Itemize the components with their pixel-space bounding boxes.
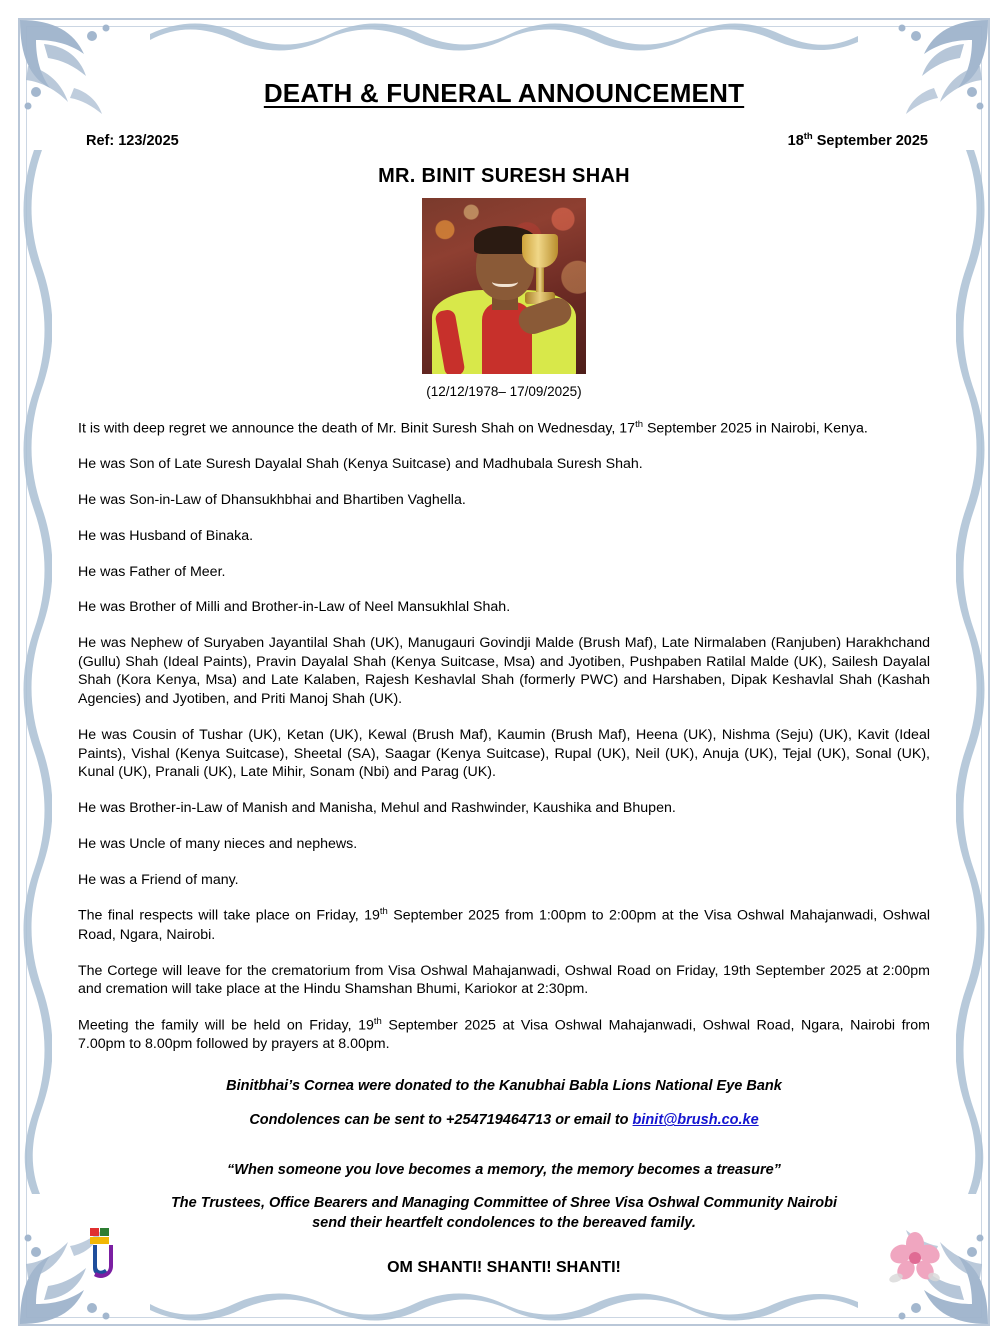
announcement-document — [78, 62, 930, 1277]
portrait-photo — [422, 198, 586, 374]
om-shanti-text: OM SHANTI! SHANTI! SHANTI! — [387, 1259, 621, 1277]
reference-number: Ref: 123/2025 — [86, 132, 179, 149]
closing-section — [78, 1078, 930, 1128]
paragraph-nephew-of: He was Nephew of Suryaben Jayantilal Shah (UK), Manugauri Govindji Malde (Brush Maf), Late Nirmalaben (Ranjuben) Harakhchand (Gullu) Shah (Ideal Paints), Pravin Dayalal Shah (Kenya Suitcase, Msa) and Jyotiben, Pushpaben Ratilal Malde (UK), Sailesh Dayalal Shah (Kora Kenya, Msa) and Late Kalaben, Rajesh Keshavlal Shah (formerly PWC) and Harshaben, Dipak Keshavlal Shah (Kashah Agencies) and Jyotiben, and Priti Manoj Shah (UK). — [78, 634, 930, 708]
condolences-contact: Condolences can be sent to +254719464713 or email to binit@brush.co.ke — [249, 1112, 759, 1129]
deceased-name: MR. BINIT SURESH SHAH — [378, 164, 630, 187]
paragraph-father-of: He was Father of Meer. — [78, 563, 226, 580]
paragraph-meeting-family: Meeting the family will be held on Friday, 19th September 2025 at Visa Oshwal Mahajanwadi, Oshwal Road, Ngara, Nairobi from 7.00pm to 8.00pm followed by prayers at 8.00pm. — [78, 1015, 930, 1053]
paragraph-son-in-law-of: He was Son-in-Law of Dhansukhbhai and Bhartiben Vaghella. — [78, 492, 466, 509]
paragraph-brother-of: He was Brother of Milli and Brother-in-Law of Neel Mansukhlal Shah. — [78, 599, 511, 616]
page-title: DEATH & FUNERAL ANNOUNCEMENT — [263, 78, 745, 108]
paragraph-announcement: It is with deep regret we announce the death of Mr. Binit Suresh Shah on Wednesday, 17th September 2025 in Nairobi, Kenya. — [78, 418, 868, 437]
paragraph-uncle-of: He was Uncle of many nieces and nephews. — [78, 835, 358, 852]
paragraph-final-respects: The final respects will take place on Friday, 19th September 2025 from 1:00pm to 2:00pm at the Visa Oshwal Mahajanwadi, Oshwal Road, Ngara, Nairobi. — [78, 906, 930, 943]
memorial-quote: “When someone you love becomes a memory, the memory becomes a treasure” — [227, 1162, 781, 1179]
cornea-donation-note: Binitbhai’s Cornea were donated to the Kanubhai Babla Lions National Eye Bank — [226, 1078, 782, 1095]
portrait-smile — [492, 274, 518, 287]
portrait-container — [78, 198, 930, 374]
announcement-date: 18th September 2025 — [787, 131, 928, 149]
lotus-flower-decoration — [888, 1230, 942, 1286]
visa-oshwal-community-logo — [78, 1226, 124, 1282]
paragraph-cortege: The Cortege will leave for the crematorium from Visa Oshwal Mahajanwadi, Oshwal Road on Friday, 19th September 2025 at 2:00pm and cremation will take place at the Hindu Shamshan Bhumi, Kariokor at 2:30pm. — [78, 962, 930, 998]
trustees-message — [78, 1194, 930, 1233]
trustees-message-line1: The Trustees, Office Bearers and Managing Committee of Shree Visa Oshwal Community Nairobi — [170, 1195, 838, 1212]
life-dates: (12/12/1978– 17/09/2025) — [426, 383, 582, 399]
condolences-email-link[interactable]: binit@brush.co.ke — [632, 1112, 759, 1129]
paragraph-son-of: He was Son of Late Suresh Dayalal Shah (Kenya Suitcase) and Madhubala Suresh Shah. — [78, 456, 643, 473]
paragraph-cousin-of: He was Cousin of Tushar (UK), Ketan (UK), Kewal (Brush Maf), Kaumin (Brush Maf), Heena (UK), Nishma (Seju) (UK), Kavit (Ideal Paints), Vishal (Kenya Suitcase), Sheetal (SA), Saagar (Kenya Suitcase), Rupal (UK), Neil (UK), Anuja (UK), Tejal (UK), Sonal (UK), Kunal (UK), Pranali (UK), Late Mihir, Sonam (Nbi) and Parag (UK). — [78, 726, 930, 781]
paragraph-husband-of: He was Husband of Binaka. — [78, 527, 254, 544]
paragraph-brother-in-law-of: He was Brother-in-Law of Manish and Manisha, Mehul and Rashwinder, Kaushika and Bhupen. — [78, 800, 676, 817]
trustees-message-line2: send their heartfelt condolences to the bereaved family. — [312, 1214, 696, 1231]
paragraph-friend-of: He was a Friend of many. — [78, 871, 239, 888]
document-meta — [78, 131, 930, 149]
